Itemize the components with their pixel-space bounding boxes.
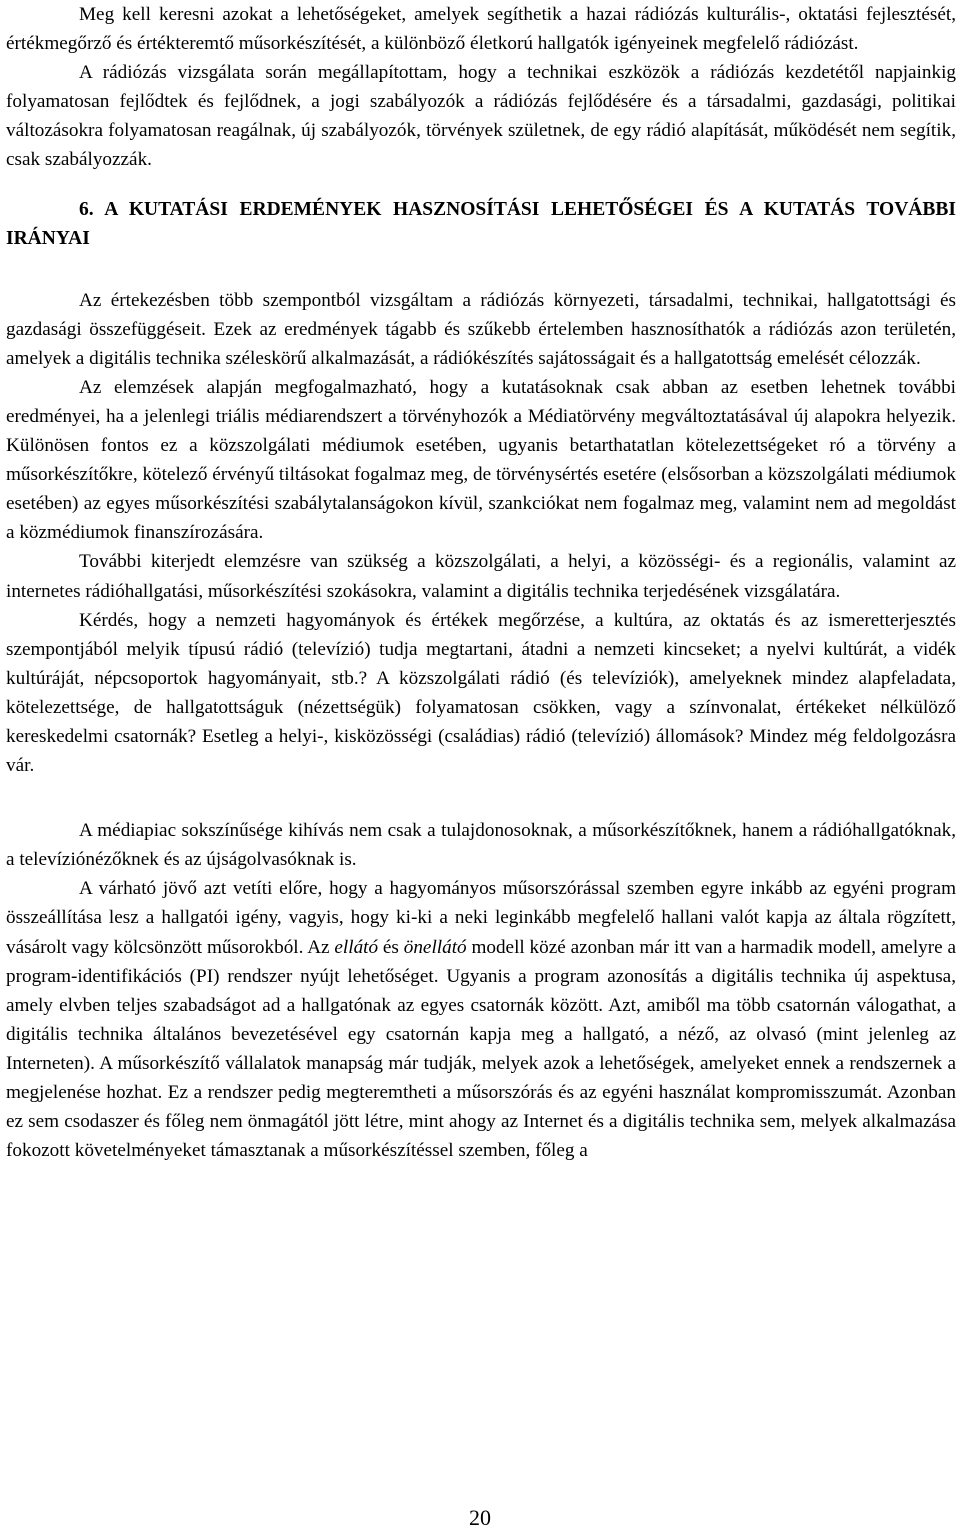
italic-term-onellato: önellátó bbox=[403, 936, 467, 958]
paragraph-media-market-diversity: A médiapiac sokszínűsége kihívás nem csak a tulajdonosoknak, a műsorkészítőknek, hanem a rádióhallgatóknak, a televíziónézőknek és az újságolvasóknak is. bbox=[6, 820, 956, 871]
italic-term-ellato: ellátó bbox=[334, 936, 379, 958]
paragraph-analysis-media-law: Az elemzések alapján megfogalmazható, hogy a kutatásoknak csak abban az esetben lehetnek további eredményei, ha a jelenlegi triális médiarendszert a törvényhozók a Médiatörvény megváltoztatásával új alapokra helyezik. Különösen fontos ez a közszolgálati médiumok esetében, ugyanis betarthatatlan kötelezettségeket ró a törvény a műsorkészítőkre, kötelező érvényű tiltásokat fogalmaz meg, de törvénysértés esetére (elsősorban a közszolgálati médiumok esetében) az egyes műsorkészítési szabálytalanságokon kívül, szankciókat nem fogalmaz meg, valamint nem ad megoldást a közmédiumok finanszírozására. bbox=[6, 376, 956, 544]
paragraph-radio-examination: A rádiózás vizsgálata során megállapítottam, hogy a technikai eszközök a rádiózás kezdetétől napjainkig folyamatosan fejlődtek és fejlődnek, a jogi szabályozók a rádiózás fejlődésére és a társadalmi, gazdasági, politikai változásokra folyamatosan reagálnak, új szabályozók, törvények születnek, de egy rádió alapítását, működését nem segítik, csak szabályozzák. bbox=[6, 62, 956, 171]
paragraph-further-analysis: További kiterjedt elemzésre van szükség a közszolgálati, a helyi, a közösségi- és a regionális, valamint az internetes rádióhallgatási, műsorkészítési szokásokra, valamint a digitális technika terjedésének vizsgálatára. bbox=[6, 551, 956, 602]
paragraph-opportunities: Meg kell keresni azokat a lehetőségeket, amelyek segíthetik a hazai rádiózás kulturális-, oktatási fejlesztését, értékmegőrző és értékteremtő műsorkészítését, a különböző életkorú hallgatók igényeinek megfelelő rádiózást. bbox=[6, 4, 956, 55]
document-page bbox=[6, 0, 956, 1165]
spacer bbox=[6, 175, 956, 195]
paragraph-dissertation-aspects: Az értekezésben több szempontból vizsgáltam a rádiózás környezeti, társadalmi, technikai, hallgatottsági és gazdasági összefüggéseit. Ezek az eredmények tágabb és szűkebb értelemben hasznosíthatók a rádiózás azon területén, amelyek a digitális technika széleskörű alkalmazását, a rádiókészítés sajátosságait és a hallgatottság emelését célozzák. bbox=[6, 289, 956, 369]
spacer bbox=[6, 780, 956, 816]
text-segment: modell közé azonban már itt van a harmadik modell, amelyre a program-identifikációs (PI) rendszer nyújt lehetőséget. Ugyanis a program azonosítás a digitális technika új aspektusa, amely elvben teljes szabadságot ad a hallgatónak az egyes csatornák között. Azt, amiből ma több csatornán válogathat, a digitális technika általános bevezetésével egy csatornán kapja meg a hallgató, a néző, az olvasó (mint jelenleg az Interneten). A műsorkészítő vállalatok manapság már tudják, melyek azok a lehetőségek, amelyeket ennek a rendszernek a megjelenése hozhat. Ez a rendszer pedig megteremtheti a műsorszórás és az egyéni használat kompromisszumát. Azonban ez sem csodaszer és főleg nem önmagától jött létre, mint ahogy az Internet és a digitális technika sem, melyek alkalmazása fokozott követelményeket támasztanak a műsorkészítéssel szemben, főleg a bbox=[6, 936, 956, 1162]
paragraph-future-program-identification bbox=[6, 874, 956, 1165]
paragraph-national-traditions-question: Kérdés, hogy a nemzeti hagyományok és értékek megőrzése, a kultúra, az oktatás és az ismeretterjesztés szempontjából melyik típusú rádió (televízió) tudja megtartani, átadni a nemzeti kincseket; a nyelvi kultúrát, a vidék kultúráját, népcsoportok hagyományait, stb.? A közszolgálati rádió (és televíziók), amelyeknek mindez alapfeladata, kötelezettsége, de hallgatottságuk (nézettségük) folyamatosan csökken, vagy a színvonalat, értékeket nélkülöző kereskedelmi csatornák? Esetleg a helyi-, kisközösségi (családias) rádió (televízió) állomások? Mindez még feldolgozásra vár. bbox=[6, 609, 956, 777]
text-segment: A várható jövő azt vetíti előre, hogy a hagyományos műsorszórással szemben egyre inkább az egyéni program összeállítása lesz a hallgatói igény, vagyis, hogy ki-ki a neki leginkább megfelelő hallani valót kapja az általa rögzített, vásárolt vagy kölcsönzött műsorokból. Az bbox=[6, 878, 956, 958]
section-heading: 6. A KUTATÁSI ERDEMÉNYEK HASZNOSÍTÁSI LEHETŐSÉGEI ÉS A KUTATÁS TOVÁBBI IRÁNYAI bbox=[6, 198, 956, 249]
spacer bbox=[6, 253, 956, 286]
page-number: 20 bbox=[469, 1505, 491, 1530]
text-segment: és bbox=[378, 936, 404, 958]
